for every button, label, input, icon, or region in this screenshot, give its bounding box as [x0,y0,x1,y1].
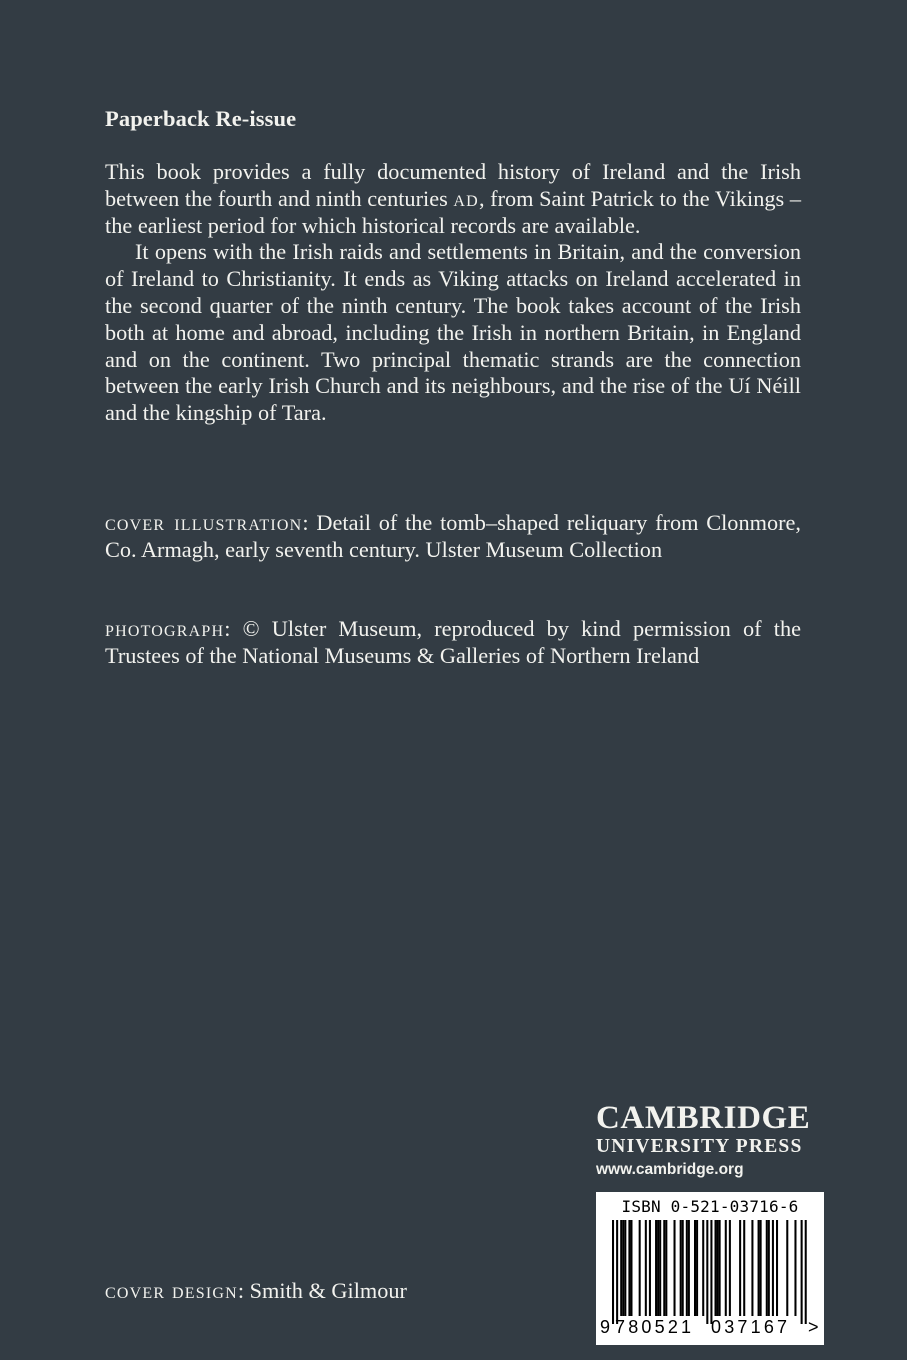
barcode-guard-bar [805,1220,807,1324]
book-description [105,159,801,427]
description-paragraph-2: It opens with the Irish raids and settlements in Britain, and the conversion of Ireland to Christianity. It ends as Viking attacks on Ireland accelerated in the second quarter of the ninth century. The book takes account of the Irish both at home and abroad, including the Irish in northern Britain, in England and on the continent. Two principal thematic strands are the connection between the early Irish Church and its neighbours, and the rise of the Uí Néill and the kingship of Tara. [105,239,801,426]
cover-illustration-text: : Detail of the tomb–shaped reliquary from Clonmore, Co. Armagh, early seventh century. Ulster Museum Collection [105,510,801,562]
description-paragraph-1-end: , from Saint Patrick to the Vikings – the earliest period for which historical records are available. [105,185,801,238]
ean-right-group: 037167 [711,1317,791,1337]
barcode-bar [674,1220,676,1316]
ean-left-group: 780521 [615,1317,695,1337]
barcode-bar [620,1220,622,1316]
barcode-bar [622,1220,624,1316]
barcode-bar [725,1220,727,1316]
publisher-subtitle: UNIVERSITY PRESS [596,1136,803,1157]
cover-illustration-label: cover illustration [105,510,303,535]
barcode-bar [772,1220,774,1316]
barcode-bar [639,1220,641,1316]
photograph-label: photograph [105,616,225,641]
barcode-bar [768,1220,770,1316]
publisher-name: CAMBRIDGE [596,1100,811,1136]
publisher-url: www.cambridge.org [596,1161,744,1178]
barcode-box [596,1192,824,1345]
barcode-bar [717,1220,719,1316]
barcode-bar [766,1220,768,1316]
barcode-bar [663,1220,665,1316]
barcode-bar [758,1220,760,1316]
cover-illustration-credit [105,510,801,564]
barcode-guard-bar [616,1220,618,1324]
barcode-bar [702,1220,704,1316]
ean-first-digit: 9 [600,1317,611,1337]
barcode-bar [680,1220,682,1316]
description-paragraph-1 [105,159,801,239]
publisher-logo [596,1100,824,1182]
ean-quiet-zone-arrow: > [808,1317,819,1337]
era-abbreviation: ad [453,185,479,211]
cover-design-label: cover design [105,1278,238,1303]
barcode-bar [645,1220,647,1316]
barcode-guard-bar [706,1220,708,1324]
barcode-bar [743,1220,745,1316]
barcode-bar [719,1220,721,1316]
barcode-bar [794,1220,796,1316]
barcode-bar [760,1220,762,1316]
photograph-text: : © Ulster Museum, reproduced by kind permission of the Trustees of the National Museums & Galleries of Northern Ireland [105,616,801,668]
barcode-bar [739,1220,741,1316]
barcode-guard-bar [801,1220,803,1324]
barcode-guard-bar [710,1220,712,1324]
barcode-bar [624,1220,626,1316]
barcode-bar [630,1220,632,1316]
barcode-bar [694,1220,696,1316]
barcode-bar [696,1220,698,1316]
section-heading: Paperback Re-issue [105,106,297,131]
barcode-bar [659,1220,661,1316]
barcode-bar [786,1220,788,1316]
isbn-text: ISBN 0-521-03716-6 [621,1197,799,1216]
barcode-guard-bar [612,1220,614,1324]
barcode-bar [776,1220,778,1316]
barcode-bar [649,1220,651,1316]
cover-design-text: : Smith & Gilmour [237,1278,407,1303]
photograph-credit [105,616,801,670]
barcode-bar [657,1220,659,1316]
description-paragraph-1-start: This book provides a fully documented history of Ireland and the Irish between the fourth and ninth centuries [105,159,801,211]
barcode-bar [688,1220,690,1316]
barcode-bar [751,1220,753,1316]
barcode-bar [686,1220,688,1316]
cover-design-credit [105,1277,407,1304]
barcode-bar [665,1220,667,1316]
barcode-bar [729,1220,731,1316]
barcode-bar [682,1220,684,1316]
barcode-bar [655,1220,657,1316]
barcode-bar [715,1220,717,1316]
barcode-bar [628,1220,630,1316]
